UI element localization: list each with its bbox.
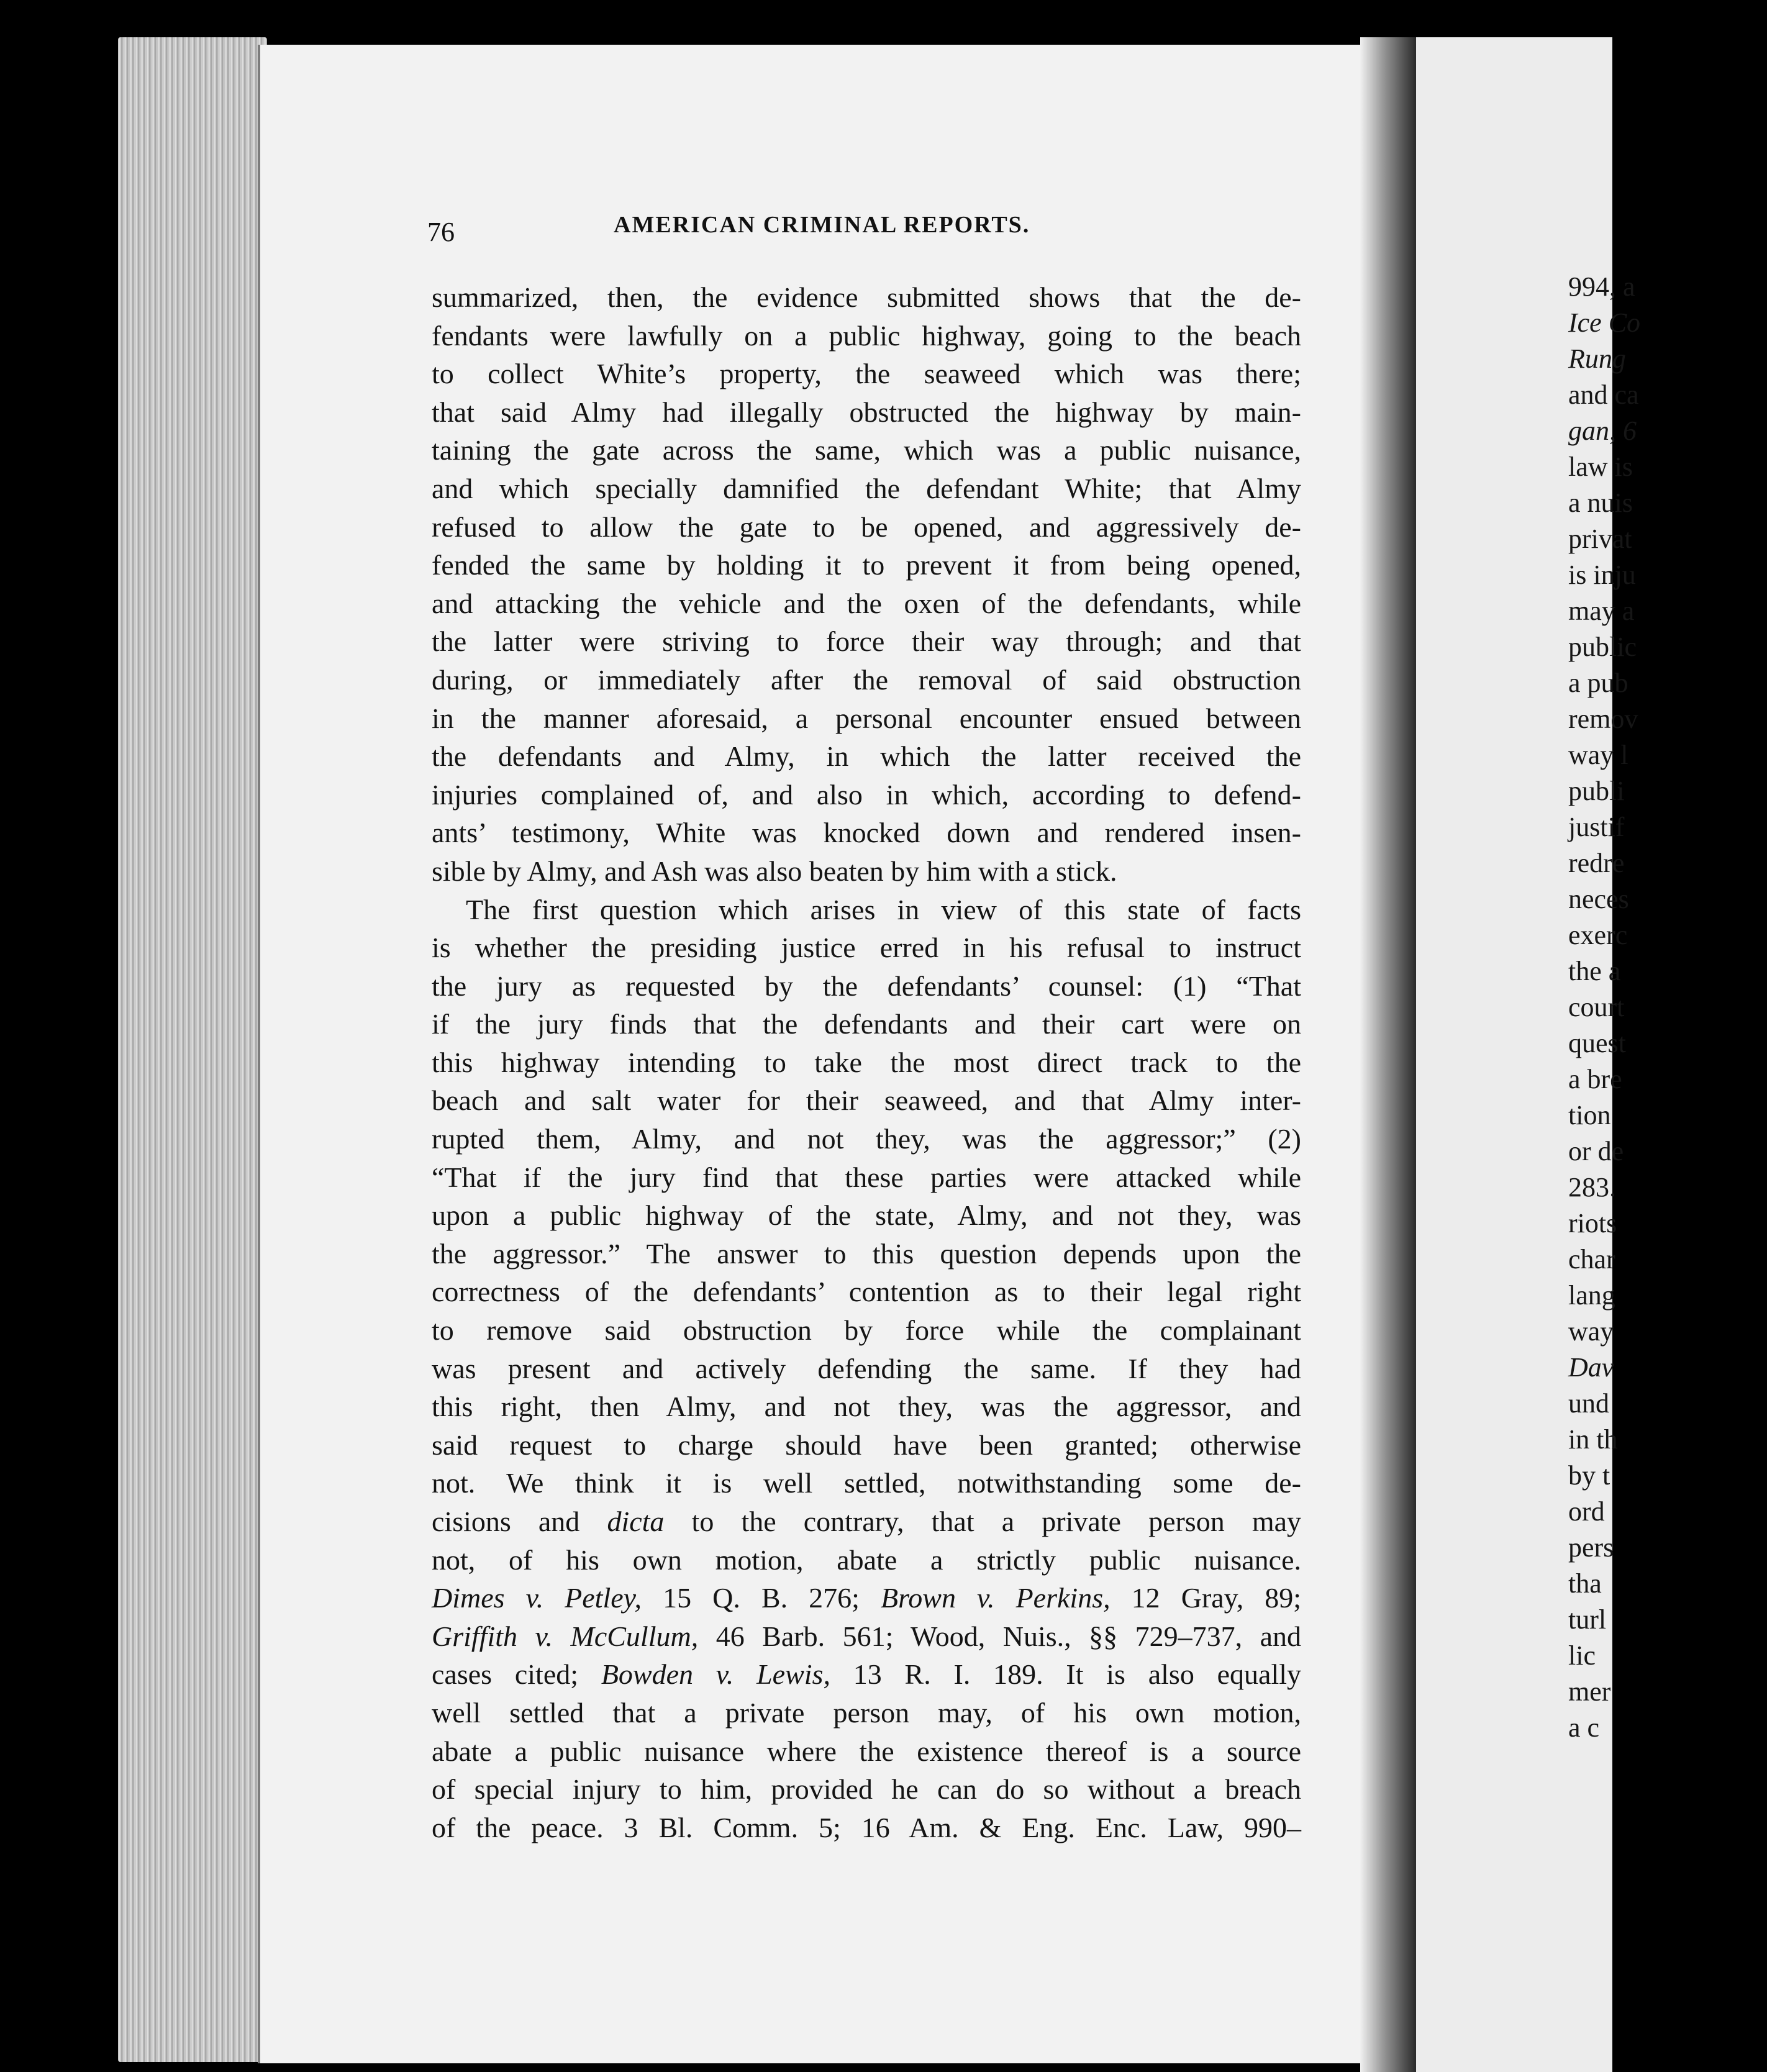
facing-page-line: neces [1568,884,1629,914]
body-text [432,278,1301,1847]
facing-page-line: redre [1568,848,1625,878]
text-line: upon a public highway of the state, Almy, and not they, was [432,1199,1301,1232]
text-line: injuries complained of, and also in which, according to defend- [432,778,1301,811]
citation: 12 Gray, 89; [1131,1582,1302,1614]
page-edges [118,37,267,2062]
facing-page-line: Rung [1568,343,1626,374]
facing-page-line: way l [1568,740,1628,770]
text-line: refused to allow the gate to be opened, and aggressively de- [432,511,1301,543]
facing-page-line: the a [1568,956,1621,986]
text-line: the defendants and Almy, in which the latter received the [432,740,1301,773]
facing-page-line: lic [1568,1640,1596,1671]
text-line: fended the same by holding it to prevent it from being opened, [432,549,1301,581]
facing-page-line: tha [1568,1568,1602,1599]
text-line: is whether the presiding justice erred in his refusal to instruct [432,932,1301,964]
text-line: not, of his own motion, abate a strictly public nuisance. [432,1543,1301,1576]
facing-page-line: justif [1568,812,1625,842]
page-header [427,211,1303,255]
facing-page-line: gan, 6 [1568,416,1637,446]
citation: 46 Barb. 561; Wood, Nuis., §§ 729–737, and [715,1620,1301,1652]
text-line: sible by Almy, and Ash was also beaten by him with a stick. [432,855,1117,887]
facing-page-line: turl [1568,1604,1607,1635]
text-line: during, or immediately after the removal of said obstruction [432,663,1301,696]
text-line: fendants were lawfully on a public highway, going to the beach [432,319,1301,352]
facing-page-line: remov [1568,704,1638,734]
text-line: ants’ testimony, White was knocked down and rendered insen- [432,817,1301,849]
facing-page-line: und [1568,1388,1609,1419]
case-name: Dimes v. Petley, [432,1582,642,1614]
text-line: correctness of the defendants’ contention as to their legal right [432,1276,1301,1308]
text-line: The first question which arises in view of this state of facts [466,893,1301,925]
text-line: to remove said obstruction by force while the complainant [432,1314,1301,1347]
facing-page-line: tion [1568,1100,1611,1130]
text-line: the aggressor.” The answer to this question depends upon the [432,1237,1301,1270]
text-span: to the contrary, that a private person may [691,1506,1302,1537]
text-line: summarized, then, the evidence submitted shows that the de- [432,281,1301,313]
text-line: taining the gate across the same, which was a public nuisance, [432,434,1301,466]
text-line: “That if the jury find that these parties were attacked while [432,1161,1301,1193]
book-gutter [1360,37,1416,2072]
case-name: Griffith v. McCullum, [432,1620,699,1652]
citation: 13 R. I. 189. It is also equally [853,1658,1302,1691]
facing-page-line: by t [1568,1460,1610,1491]
running-head: AMERICAN CRIMINAL REPORTS. [614,212,1030,238]
case-name: Bowden v. Lewis, [601,1658,830,1691]
facing-page-line: is inju [1568,560,1636,590]
text-line: the latter were striving to force their way through; and that [432,625,1301,658]
text-span: cases cited; [432,1658,579,1691]
text-line: abate a public nuisance where the existence thereof is a source [432,1735,1301,1767]
facing-page-line: law is [1568,452,1633,482]
facing-page-line: a pub [1568,668,1628,698]
facing-page-line: Ice Co [1568,307,1641,338]
text-line [432,1617,1301,1656]
text-line: if the jury finds that the defendants and their cart were on [432,1008,1301,1040]
text-line: this highway intending to take the most direct track to the [432,1046,1301,1078]
facing-page-line: a nuis [1568,488,1633,518]
page-number: 76 [427,217,455,247]
text-line [432,1655,1301,1694]
facing-page-line: public [1568,632,1637,662]
facing-page-line: a bre [1568,1064,1622,1094]
text-line: and which specially damnified the defendant White; that Almy [432,472,1301,504]
citation: 15 Q. B. 276; [663,1582,860,1614]
text-line: in the manner aforesaid, a personal encounter ensued between [432,702,1301,734]
facing-page-line: quest [1568,1028,1626,1058]
facing-page-line: court [1568,992,1625,1022]
text-line: this right, then Almy, and not they, was the aggressor, and [432,1391,1301,1423]
text-line: to collect White’s property, the seaweed which was there; [432,358,1301,390]
facing-page-line: 994, a [1568,271,1635,302]
facing-page-line: 283. [1568,1172,1616,1202]
facing-page-line: char [1568,1244,1615,1275]
text-line: and attacking the vehicle and the oxen of the defendants, while [432,587,1301,619]
facing-page-line: publi [1568,776,1625,806]
facing-page-line: exerc [1568,920,1628,950]
text-line: well settled that a private person may, of his own motion, [432,1696,1301,1729]
text-line: beach and salt water for their seaweed, and that Almy inter- [432,1084,1301,1117]
text-line [432,1502,1301,1541]
facing-page-line: lang [1568,1280,1615,1311]
facing-page-line: a c [1568,1712,1600,1743]
facing-page-line: pers [1568,1532,1614,1563]
facing-page-line: way [1568,1316,1614,1347]
text-line: the jury as requested by the defendants’ counsel: (1) “That [432,970,1301,1002]
facing-page-line: and ca [1568,379,1639,410]
text-line: was present and actively defending the same. If they had [432,1352,1301,1384]
text-span: cisions and [432,1506,580,1537]
text-line: of special injury to him, provided he can do so without a breach [432,1773,1301,1806]
facing-page-line: may a [1568,596,1635,626]
facing-page-line: mer [1568,1676,1611,1707]
facing-page-line: ord [1568,1496,1605,1527]
text-line: not. We think it is well settled, notwithstanding some de- [432,1467,1301,1499]
case-name: Brown v. Perkins, [881,1582,1111,1614]
facing-page-line: or de [1568,1136,1624,1166]
facing-page-line: riots [1568,1208,1617,1238]
text-line [432,1579,1301,1617]
facing-page-line: Dav [1568,1352,1614,1383]
text-line: of the peace. 3 Bl. Comm. 5; 16 Am. & Eng. Enc. Law, 990– [432,1811,1301,1843]
text-line: that said Almy had illegally obstructed the highway by main- [432,396,1301,428]
text-line: said request to charge should have been granted; otherwise [432,1429,1301,1461]
facing-page-line: in th [1568,1424,1618,1455]
text-line: rupted them, Almy, and not they, was the aggressor;” (2) [432,1123,1301,1155]
italic-term: dicta [607,1506,665,1537]
facing-page-line: privat [1568,524,1632,554]
